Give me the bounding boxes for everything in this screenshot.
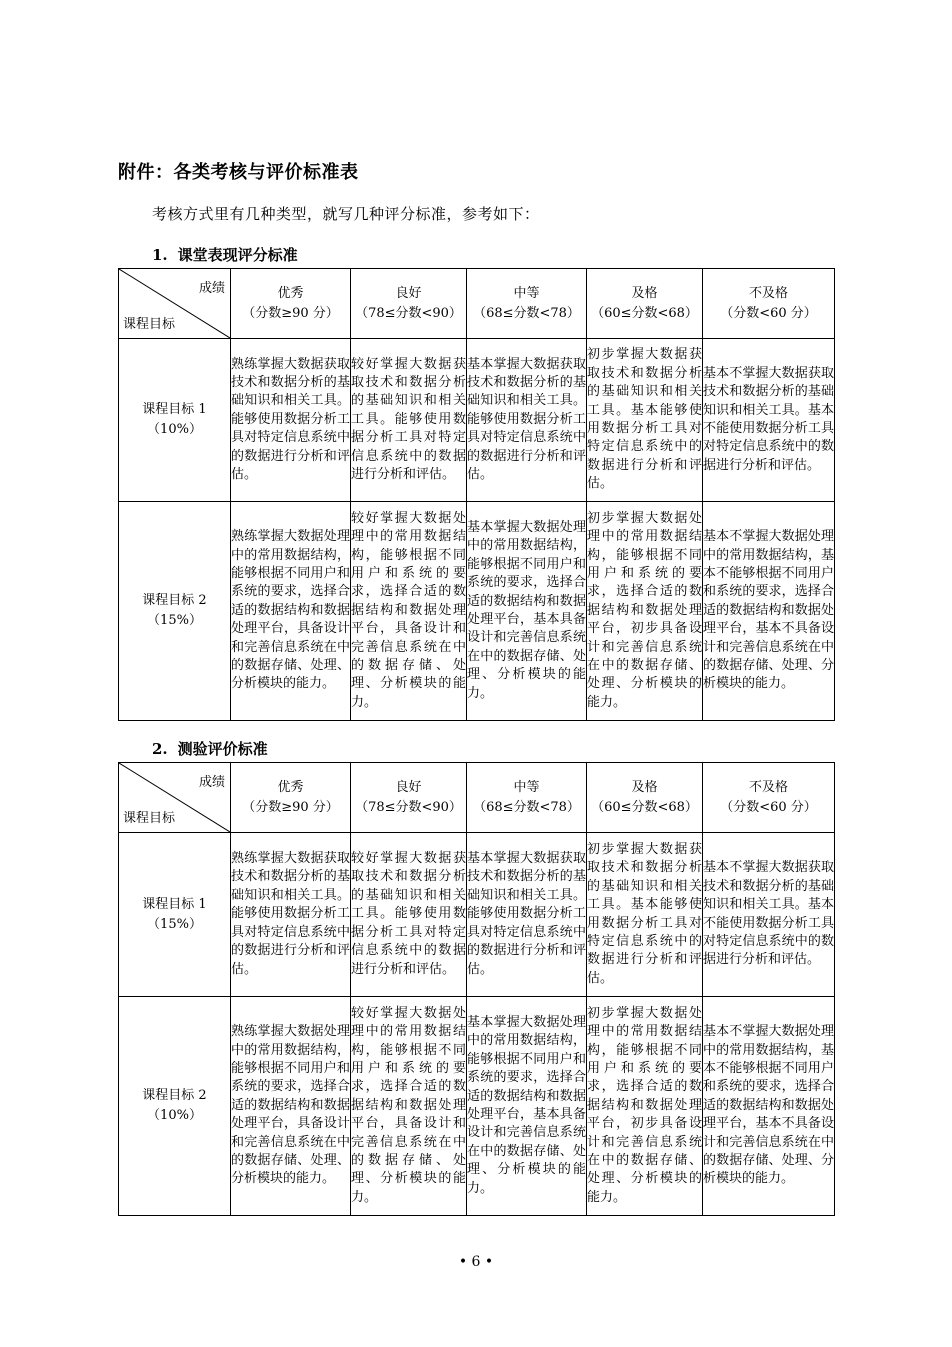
grade-header xyxy=(467,763,587,833)
criteria-cell: 较好掌握大数据获取技术和数据分析的基础知识和相关工具。能够使用数据分析工具对特定信息系统中的数据进行分析和评估。 xyxy=(351,833,467,997)
grade-range: （68≤分数<78） xyxy=(473,799,580,815)
objective-name: 课程目标 1 xyxy=(142,402,207,417)
grade-header xyxy=(703,763,835,833)
objective-weight: （10%） xyxy=(147,1108,202,1123)
intro-paragraph: 考核方式里有几种类型，就写几种评分标准，参考如下： xyxy=(152,205,540,223)
grade-name: 优秀 xyxy=(277,285,304,301)
grade-range: （68≤分数<78） xyxy=(473,305,580,321)
section-title: 课堂表现评分标准 xyxy=(177,246,298,264)
grade-name: 及格 xyxy=(631,285,658,301)
grade-range: （分数≥90 分） xyxy=(242,799,339,815)
grade-header xyxy=(351,269,467,339)
grade-range: （78≤分数<90） xyxy=(355,305,462,321)
grade-header xyxy=(587,269,703,339)
grade-name: 中等 xyxy=(513,285,540,301)
objective-weight: （15%） xyxy=(147,613,202,628)
grade-header xyxy=(231,269,351,339)
criteria-cell: 熟练掌握大数据处理中的常用数据结构，能够根据不同用户和系统的要求，选择合适的数据结构和数据处理平台，具备设计和完善信息系统在中的数据存储、处理、分析模块的能力。 xyxy=(231,502,351,721)
grade-header xyxy=(703,269,835,339)
objective-name: 课程目标 2 xyxy=(142,1088,207,1103)
grade-range: （78≤分数<90） xyxy=(355,799,462,815)
criteria-cell: 较好掌握大数据获取技术和数据分析的基础知识和相关工具。能够使用数据分析工具对特定信息系统中的数据进行分析和评估。 xyxy=(351,339,467,502)
criteria-cell: 基本掌握大数据处理中的常用数据结构，能够根据不同用户和系统的要求，选择合适的数据结构和数据处理平台，基本具备设计和完善信息系统在中的数据存储、处理、分析模块的能力。 xyxy=(467,997,587,1216)
section-heading xyxy=(152,244,298,265)
criteria-table xyxy=(118,268,835,721)
criteria-cell: 熟练掌握大数据获取技术和数据分析的基础知识和相关工具。能够使用数据分析工具对特定信息系统中的数据进行分析和评估。 xyxy=(231,339,351,502)
page-title: 附件：各类考核与评价标准表 xyxy=(118,162,359,183)
grade-range: （分数≥90 分） xyxy=(242,305,339,321)
grade-header xyxy=(587,763,703,833)
section-number: 2. xyxy=(152,740,168,758)
table-row xyxy=(119,997,835,1216)
grade-name: 不及格 xyxy=(748,779,788,795)
grade-name: 中等 xyxy=(513,779,540,795)
corner-label-objective: 课程目标 xyxy=(123,811,176,826)
table-row xyxy=(119,339,835,502)
objective-weight: （10%） xyxy=(147,422,202,437)
grade-name: 不及格 xyxy=(748,285,788,301)
criteria-cell: 初步掌握大数据处理中的常用数据结构，能够根据不同用户和系统的要求，选择合适的数据结构和数据处理平台，初步具备设计和完善信息系统在中的数据存储、处理、分析模块的能力。 xyxy=(587,997,703,1216)
criteria-cell: 基本不掌握大数据处理中的常用数据结构，基本不能够根据不同用户和系统的要求，选择合适的数据结构和数据处理平台，基本不具备设计和完善信息系统在中的数据存储、处理、分析模块的能力。 xyxy=(703,997,835,1216)
page-number: • 6 • xyxy=(458,1254,494,1270)
objective-label-cell xyxy=(119,833,231,997)
table-row xyxy=(119,833,835,997)
grade-range: （60≤分数<68） xyxy=(591,305,698,321)
grade-range: （分数<60 分） xyxy=(720,305,817,321)
criteria-cell: 初步掌握大数据获取技术和数据分析的基础知识和相关工具。基本能够使用数据分析工具对特定信息系统中的数据进行分析和评估。 xyxy=(587,339,703,502)
criteria-cell: 熟练掌握大数据处理中的常用数据结构，能够根据不同用户和系统的要求，选择合适的数据结构和数据处理平台，具备设计和完善信息系统在中的数据存储、处理、分析模块的能力。 xyxy=(231,997,351,1216)
grade-header xyxy=(231,763,351,833)
criteria-cell: 基本掌握大数据处理中的常用数据结构，能够根据不同用户和系统的要求，选择合适的数据结构和数据处理平台，基本具备设计和完善信息系统在中的数据存储、处理、分析模块的能力。 xyxy=(467,502,587,721)
objective-weight: （15%） xyxy=(147,916,202,932)
objective-label-cell xyxy=(119,997,231,1216)
corner-header-cell xyxy=(119,269,231,339)
corner-label-grade: 成绩 xyxy=(198,775,225,790)
criteria-cell: 初步掌握大数据处理中的常用数据结构，能够根据不同用户和系统的要求，选择合适的数据结构和数据处理平台，初步具备设计和完善信息系统在中的数据存储、处理、分析模块的能力。 xyxy=(587,502,703,721)
objective-name: 课程目标 1 xyxy=(142,896,207,912)
grade-header xyxy=(351,763,467,833)
grade-range: （分数<60 分） xyxy=(720,799,817,815)
grade-name: 及格 xyxy=(631,779,658,795)
section-number: 1. xyxy=(152,246,168,264)
section-heading xyxy=(152,738,268,759)
table-row xyxy=(119,502,835,721)
grade-name: 良好 xyxy=(395,779,422,795)
criteria-cell: 基本不掌握大数据处理中的常用数据结构，基本不能够根据不同用户和系统的要求，选择合适的数据结构和数据处理平台，基本不具备设计和完善信息系统在中的数据存储、处理、分析模块的能力。 xyxy=(703,502,835,721)
criteria-cell: 初步掌握大数据获取技术和数据分析的基础知识和相关工具。基本能够使用数据分析工具对特定信息系统中的数据进行分析和评估。 xyxy=(587,833,703,997)
corner-label-grade: 成绩 xyxy=(198,281,225,296)
objective-label-cell xyxy=(119,502,231,721)
corner-label-objective: 课程目标 xyxy=(123,317,176,332)
objective-name: 课程目标 2 xyxy=(142,593,207,608)
objective-label-cell xyxy=(119,339,231,502)
criteria-cell: 基本掌握大数据获取技术和数据分析的基础知识和相关工具。能够使用数据分析工具对特定信息系统中的数据进行分析和评估。 xyxy=(467,339,587,502)
criteria-table xyxy=(118,762,835,1216)
criteria-cell: 较好掌握大数据处理中的常用数据结构，能够根据不同用户和系统的要求，选择合适的数据结构和数据处理平台，具备设计和完善信息系统在中的数据存储、处理、分析模块的能力。 xyxy=(351,502,467,721)
criteria-cell: 基本不掌握大数据获取技术和数据分析的基础知识和相关工具。基本不能使用数据分析工具对特定信息系统中的数据进行分析和评估。 xyxy=(703,339,835,502)
criteria-cell: 基本掌握大数据获取技术和数据分析的基础知识和相关工具。能够使用数据分析工具对特定信息系统中的数据进行分析和评估。 xyxy=(467,833,587,997)
table-header-row xyxy=(119,269,835,339)
criteria-cell: 较好掌握大数据处理中的常用数据结构，能够根据不同用户和系统的要求，选择合适的数据结构和数据处理平台，具备设计和完善信息系统在中的数据存储、处理、分析模块的能力。 xyxy=(351,997,467,1216)
grade-range: （60≤分数<68） xyxy=(591,799,698,815)
table-header-row xyxy=(119,763,835,833)
criteria-cell: 熟练掌握大数据获取技术和数据分析的基础知识和相关工具。能够使用数据分析工具对特定信息系统中的数据进行分析和评估。 xyxy=(231,833,351,997)
criteria-cell: 基本不掌握大数据获取技术和数据分析的基础知识和相关工具。基本不能使用数据分析工具对特定信息系统中的数据进行分析和评估。 xyxy=(703,833,835,997)
grade-header xyxy=(467,269,587,339)
grade-name: 良好 xyxy=(395,285,422,301)
corner-header-cell xyxy=(119,763,231,833)
grade-name: 优秀 xyxy=(277,779,304,795)
section-title: 测验评价标准 xyxy=(177,740,268,758)
